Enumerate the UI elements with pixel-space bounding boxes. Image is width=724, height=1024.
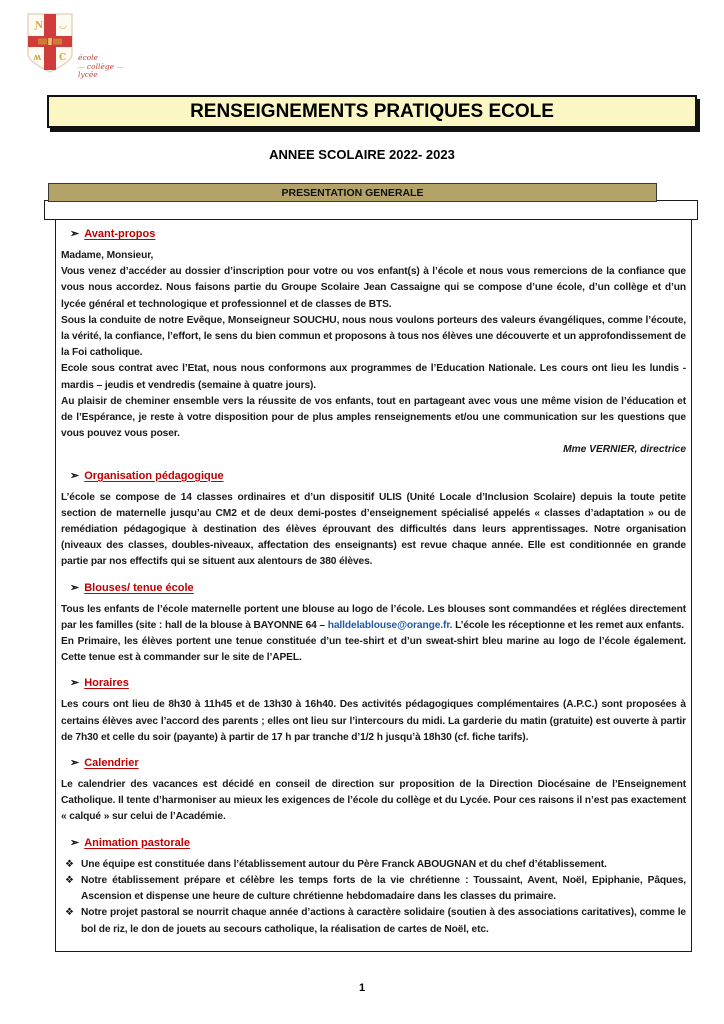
section-heading-calendrier (70, 755, 686, 770)
school-logo (26, 12, 156, 84)
list-item (61, 905, 686, 937)
section-heading-horaires (70, 675, 686, 690)
section-title-animation-pastorale: Animation pastorale (84, 836, 190, 849)
paragraph-salutation: Madame, Monsieur, (61, 250, 154, 261)
section-heading-avant-propos (70, 226, 686, 241)
paragraph-avant-propos-4: Au plaisir de cheminer ensemble vers la réussite de vos enfants, tout en partageant avec vous une même vision de l’éducation et de l’Espérance, je reste à votre disposition pour de plus amples renseignements et/ou une communication sur les questions que vous pouvez vous poser. (61, 395, 686, 440)
arrow-bullet-icon: ➢ (70, 677, 80, 690)
main-content-box (55, 219, 692, 952)
diamond-bullet-icon: ❖ (65, 874, 74, 886)
section-title-calendrier: Calendrier (84, 757, 139, 770)
section-heading-organisation (70, 468, 686, 483)
arrow-bullet-icon: ➢ (70, 836, 80, 849)
pastorale-bullet-list (61, 857, 686, 938)
section-title-blouses: Blouses/ tenue école (84, 581, 194, 594)
svg-text:C: C (59, 53, 67, 63)
list-item (61, 873, 686, 905)
list-item (61, 857, 686, 873)
school-crest-icon (26, 12, 74, 74)
arrow-bullet-icon: ➢ (70, 581, 80, 594)
paragraph-organisation: L’école se compose de 14 classes ordinaires et d’un dispositif ULIS (Unité Locale d’Inclusion Scolaire) depuis la toute petite section de maternelle jusqu’au CM2 et de deux demi-postes d’enseignement spécialisé appelés « classes d’adaptation » ou de remédiation pédagogique à destination des élèves éprouvant des difficultés dans leurs apprentissages. Notre organisation (niveaux des classes, doubles-niveaux, affectation des enseignants) est revue chaque année. Elle est conditionnée en grande partie par nos effectifs qui se situent aux alentours de 380 élèves. (61, 491, 686, 568)
diamond-bullet-icon: ❖ (65, 907, 74, 919)
paragraph-avant-propos-1: Vous venez d’accéder au dossier d’inscription pour votre ou vos enfant(s) à l’école et nous vous remercions de la confiance que vous nous accordez. Nous faisons partie du Groupe Scolaire Jean Cassaigne qui se compose d’une école, d’un collège et d’un lycée général et technologique et professionnel et de classes de BTS. (61, 266, 686, 310)
signature-directrice: Mme VERNIER, directrice (563, 444, 686, 456)
svg-text:ʍ: ʍ (33, 53, 42, 63)
svg-text:Ɲ: Ɲ (35, 21, 44, 31)
section-title-avant-propos: Avant-propos (84, 228, 156, 240)
section-title-organisation: Organisation pédagogique (84, 469, 224, 482)
paragraph-blouses-1 (61, 602, 686, 634)
paragraph-avant-propos-3: Ecole sous contrat avec l’Etat, nous nous conformons aux programmes de l’Education Nationale. Les cours ont lieu les lundis - mardis – jeudis et vendredis (semaine à quatre jours). (61, 363, 686, 391)
page-number: 1 (358, 982, 366, 994)
logo-line-lycee: lycée (78, 70, 98, 79)
arrow-bullet-icon: ➢ (70, 469, 80, 482)
banner-underlay-box (44, 200, 698, 220)
bullet-text-temps-forts: Notre établissement prépare et célèbre les temps forts de la vie chrétienne : Toussaint, Avent, Noël, Epiphanie, Pâques, Ascension et dispense une heure de culture chrétienne hebdomadaire dans les classes du primaire. (81, 874, 686, 903)
arrow-bullet-icon: ➢ (70, 757, 80, 770)
blouses-text-after-link: L’école les réceptionne et les remet aux enfants. (452, 619, 685, 631)
logo-text (78, 54, 123, 84)
paragraph-blouses-2: En Primaire, les élèves portent une tenue constituée d’un tee-shirt et d’un sweat-shirt bleu marine au logo de l’école également. Cette tenue est à commander sur le site de l’APEL. (61, 636, 686, 664)
presentation-banner-label: PRESENTATION GENERALE (281, 186, 424, 199)
arrow-bullet-icon: ➢ (70, 228, 80, 240)
paragraph-calendrier: Le calendrier des vacances est décidé en conseil de direction sur proposition de la Direction Diocésaine de l’Enseignement Catholique. Il tente d’harmoniser au mieux les exigences de l’école du collège et du Lycée. Pour ces raisons il n’est pas exactement « calqué » sur celui de l’Académie. (61, 779, 686, 823)
dash-decoration: — (78, 61, 85, 71)
section-heading-animation-pastorale (70, 835, 686, 850)
email-link[interactable]: halldelablouse@orange.fr. (327, 619, 453, 631)
diamond-bullet-icon: ❖ (65, 858, 74, 870)
section-title-horaires: Horaires (84, 677, 129, 690)
paragraph-avant-propos-2: Sous la conduite de notre Evêque, Monseigneur SOUCHU, nous nous voulons porteurs des valeurs évangéliques, comme l’écoute, la vérité, la confiance, l’effort, le sens du bien commun et proposons à tous nos élèves une découverte et un approfondissement de la Foi catholique. (61, 314, 686, 359)
school-year-heading: ANNEE SCOLAIRE 2022- 2023 (269, 147, 455, 162)
blouses-text-before-link: Tous les enfants de l’école maternelle portent une blouse au logo de l’école. Les blouses sont commandées et réglées directement par les familles (site : hall de la blouse à BAYONNE 64 – (61, 603, 686, 631)
presentation-generale-banner (48, 183, 657, 202)
title-banner (47, 95, 697, 128)
paragraph-horaires: Les cours ont lieu de 8h30 à 11h45 et de 13h30 à 16h40. Des activités pédagogiques complémentaires (A.P.C.) sont proposées à certains élèves avec l’accord des parents ; elles ont lieu sur l’intercours du midi. La garderie du matin (gratuite) est ouverte à partir de 7h30 et celle du soir (payante) à partir de 17 h par tranche d’1/2 h jusqu’à 18h30 (cf. fiche tarifs). (61, 699, 686, 743)
document-title: RENSEIGNEMENTS PRATIQUES ECOLE (190, 100, 554, 122)
bullet-text-equipe: Une équipe est constituée dans l’établissement autour du Père Franck ABOUGNAN et du chef d’établissement. (81, 858, 607, 870)
logo-line-college: — collège — (78, 61, 123, 71)
svg-text:◡: ◡ (59, 21, 67, 31)
bullet-text-projet-pastoral: Notre projet pastoral se nourrit chaque année d’actions à caractère solidaire (soutien à des associations caritatives), comme le bol de riz, le don de jouets au secours catholique, la réalisation de cartes de Noël, etc. (81, 907, 686, 935)
section-heading-blouses (70, 580, 686, 595)
logo-line-ecole: école (78, 53, 98, 62)
dash-decoration: — (116, 61, 123, 71)
